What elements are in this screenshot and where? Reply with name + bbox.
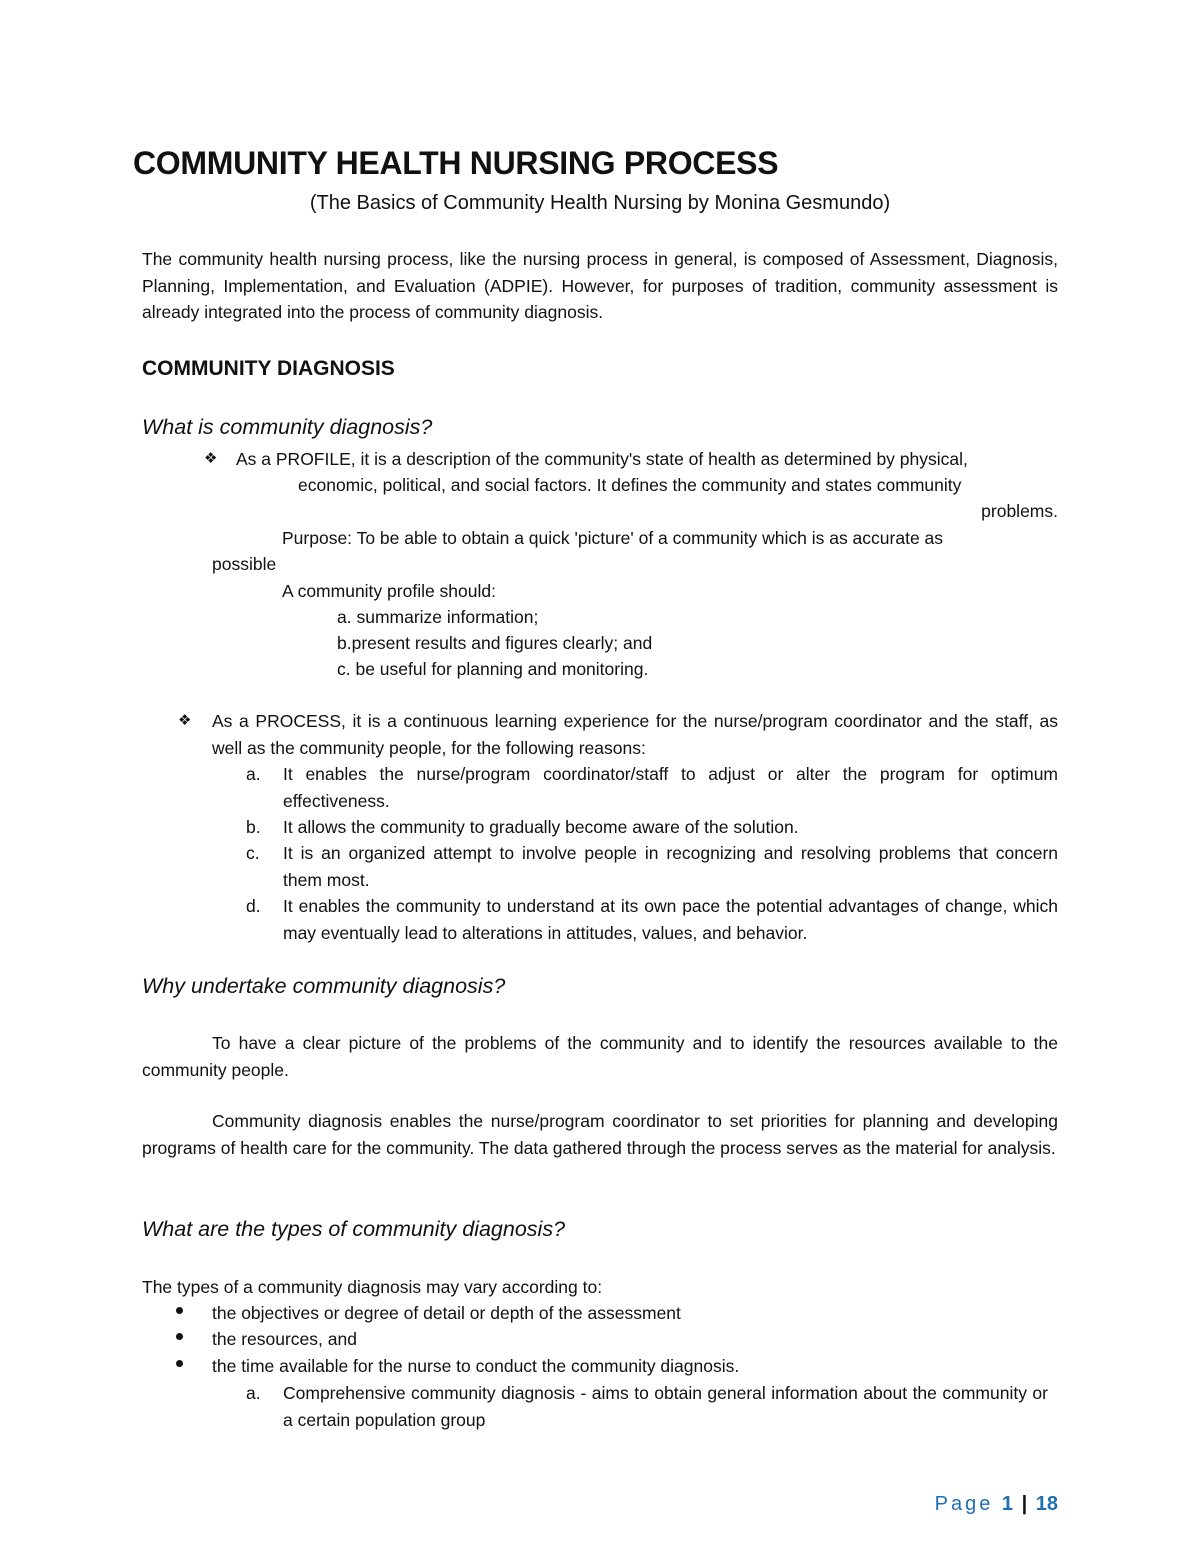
document-subtitle: (The Basics of Community Health Nursing by Monina Gesmundo) [309,192,891,214]
process-marker-d: d. [246,896,261,916]
purpose-line-1: Purpose: To be able to obtain a quick 'picture' of a community which is as accurate as [282,528,944,548]
section-heading-community-diagnosis: COMMUNITY DIAGNOSIS [142,357,395,380]
question-why: Why undertake community diagnosis? [142,974,506,998]
process-item-c: It is an organized attempt to involve people in recognizing and resolving problems that concern them most. [283,843,1058,890]
profile-line-3: problems. [981,501,1058,521]
types-bullet-2: the resources, and [212,1329,357,1349]
process-item-b: It allows the community to gradually become aware of the solution. [283,817,799,837]
page-footer [935,1493,1058,1516]
process-marker-a: a. [246,764,261,784]
question-what-is: What is community diagnosis? [142,415,433,439]
intro-paragraph: The community health nursing process, like the nursing process in general, is composed of Assessment, Diagnosis, Planning, Implementation, and Evaluation (ADPIE). However, for purposes of tradition, community assessment is already integrated into the process of community diagnosis. [142,249,1058,322]
process-item-d: It enables the community to understand at its own pace the potential advantages of change, which may eventually lead to alterations in attitudes, values, and behavior. [283,896,1058,943]
profile-line-2: economic, political, and social factors. It defines the community and states community [298,475,962,495]
type-a-marker: a. [246,1383,261,1403]
process-marker-c: c. [246,843,260,863]
profile-item-c: c. be useful for planning and monitoring. [337,659,649,679]
types-bullet-1: the objectives or degree of detail or depth of the assessment [212,1303,681,1323]
process-item-a: It enables the nurse/program coordinator/staff to adjust or alter the program for optimum effectiveness. [283,764,1058,811]
page-total: 18 [1035,1493,1058,1515]
bullet-icon [176,1333,183,1340]
profile-item-a: a. summarize information; [337,607,539,627]
page-separator: | [1021,1493,1028,1515]
question-types: What are the types of community diagnosis? [142,1217,566,1241]
process-marker-b: b. [246,817,261,837]
type-a-text: Comprehensive community diagnosis - aims to obtain general information about the community or a certain population group [283,1383,1048,1430]
diamond-bullet-icon: ❖ [178,712,192,729]
process-intro: As a PROCESS, it is a continuous learning experience for the nurse/program coordinator and the staff, as well as the community people, for the following reasons: [212,711,1058,758]
types-intro: The types of a community diagnosis may vary according to: [142,1277,603,1297]
page-number: 1 [1001,1493,1014,1515]
profile-item-b: b.present results and figures clearly; and [337,633,653,653]
bullet-icon [176,1360,183,1367]
profile-should: A community profile should: [282,581,496,601]
purpose-line-2: possible [212,554,277,574]
page-word: Page [934,1493,994,1515]
profile-line-1: As a PROFILE, it is a description of the community's state of health as determined by physical, [236,449,968,469]
why-paragraph-1: To have a clear picture of the problems of the community and to identify the resources available to the community people. [142,1033,1058,1080]
diamond-bullet-icon: ❖ [204,450,218,467]
bullet-icon [176,1307,183,1314]
document-title: COMMUNITY HEALTH NURSING PROCESS [133,145,779,181]
types-bullet-3: the time available for the nurse to conduct the community diagnosis. [212,1356,740,1376]
why-paragraph-2: Community diagnosis enables the nurse/program coordinator to set priorities for planning and developing programs of health care for the community. The data gathered through the process serves as the material for analysis. [142,1111,1058,1158]
